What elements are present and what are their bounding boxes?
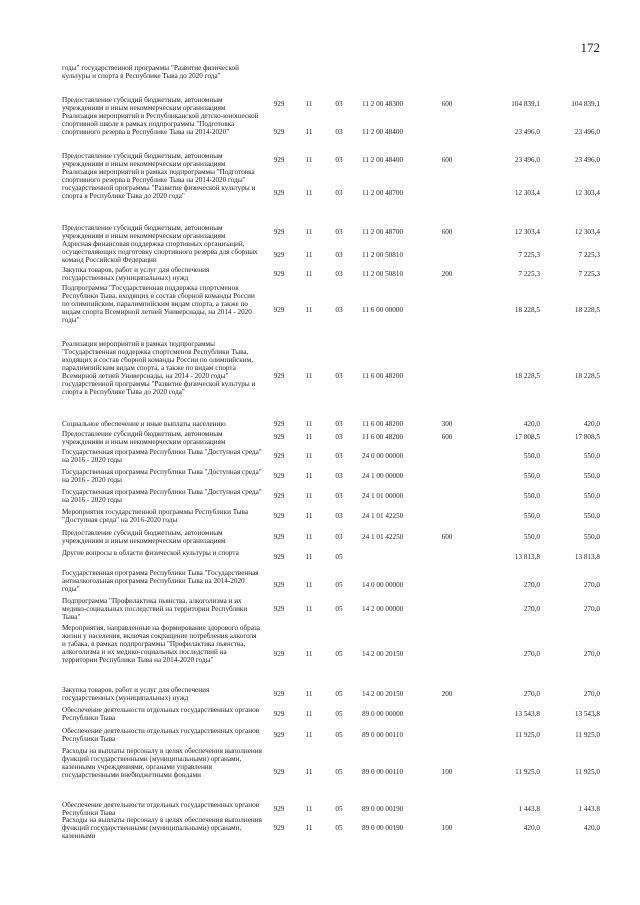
- row-rz: 11: [305, 650, 313, 658]
- row-rz: 11: [305, 768, 313, 776]
- row-name: Подпрограмма "Профилактика пьянства, алкоголизма и их медико-социальных последствий на территории Республики Тыва": [62, 597, 248, 621]
- row-sum-2: 23 496,0: [574, 156, 600, 164]
- row-sum-1: 270,0: [523, 581, 540, 589]
- row-sum-2: 11 925,0: [575, 731, 600, 739]
- row-ved: 929: [273, 433, 285, 441]
- row-pr: 03: [335, 306, 343, 314]
- row-rz: 11: [305, 270, 313, 278]
- row-name: Предоставление субсидий бюджетным, автономным учреждениям и иным некоммерческим организациям: [62, 430, 226, 446]
- row-sum-1: 270,0: [523, 605, 540, 613]
- row-sum-2: 420,0: [583, 420, 600, 428]
- row-ved: 929: [273, 512, 285, 520]
- row-sum-1: 270,0: [523, 650, 540, 658]
- row-csr: 24 0 00 00000: [362, 452, 404, 460]
- row-ved: 929: [273, 690, 285, 698]
- row-sum-1: 104 839,1: [511, 100, 540, 108]
- row-csr: 24 1 00 00000: [362, 472, 404, 480]
- row-sum-1: 11 925,0: [515, 768, 540, 776]
- row-pr: 03: [335, 100, 343, 108]
- row-csr: 89 0 00 00000: [362, 710, 404, 718]
- page-number: 172: [580, 40, 600, 55]
- row-pr: 05: [335, 805, 343, 813]
- row-rz: 11: [305, 731, 313, 739]
- row-rz: 11: [305, 306, 313, 314]
- row-name: годы" государственной программы "Развитие физической культуры и спорта в Республике Тыва до 2020 года": [62, 64, 239, 80]
- row-ved: 929: [273, 128, 285, 136]
- row-pr: 03: [335, 270, 343, 278]
- row-csr: 11 2 00 48700: [362, 189, 404, 197]
- row-sum-2: 550,0: [583, 452, 600, 460]
- row-ved: 929: [273, 533, 285, 541]
- row-rz: 11: [305, 189, 313, 197]
- row-ved: 929: [273, 492, 285, 500]
- row-name: Реализация мероприятий в рамках подпрограммы "Государственная поддержка спортсменов Республики Тыва, входящих в состав сборной команды России по олимпийским, паралимпийским видам спорта, а также по видам спорта Всемирной летней Универсиады, на 2014 - 2020 годы" государственной программы "Развитие физической культуры и спорта в Республике Тыва до 2020 года": [62, 340, 256, 396]
- row-rz: 11: [305, 805, 313, 813]
- row-rz: 11: [305, 251, 313, 259]
- row-ved: 929: [273, 452, 285, 460]
- row-csr: 24 1 01 42250: [362, 533, 404, 541]
- row-sum-1: 550,0: [523, 492, 540, 500]
- row-ved: 929: [273, 824, 285, 832]
- row-ved: 929: [273, 768, 285, 776]
- row-sum-2: 550,0: [583, 512, 600, 520]
- row-vr: 300: [441, 420, 453, 428]
- row-sum-1: 18 228,5: [514, 372, 540, 380]
- row-csr: 24 1 01 00000: [362, 492, 404, 500]
- row-sum-2: 270,0: [583, 690, 600, 698]
- row-sum-2: 550,0: [583, 472, 600, 480]
- row-ved: 929: [273, 420, 285, 428]
- row-sum-1: 7 225,3: [518, 251, 540, 259]
- row-rz: 11: [305, 472, 313, 480]
- row-vr: 200: [441, 690, 453, 698]
- row-ved: 929: [273, 372, 285, 380]
- row-rz: 11: [305, 128, 313, 136]
- row-csr: 11 2 00 50810: [362, 251, 404, 259]
- row-csr: 14 2 00 20150: [362, 650, 404, 658]
- row-vr: 100: [441, 824, 453, 832]
- row-pr: 03: [335, 251, 343, 259]
- row-ved: 929: [273, 270, 285, 278]
- row-pr: 03: [335, 420, 343, 428]
- row-sum-2: 12 303,4: [574, 189, 600, 197]
- row-sum-2: 550,0: [583, 533, 600, 541]
- row-sum-1: 13 813,8: [514, 553, 540, 561]
- row-ved: 929: [273, 306, 285, 314]
- row-pr: 05: [335, 768, 343, 776]
- row-csr: 14 0 00 00000: [362, 581, 404, 589]
- row-ved: 929: [273, 710, 285, 718]
- row-csr: 11 6 00 48200: [362, 420, 404, 428]
- row-ved: 929: [273, 581, 285, 589]
- row-rz: 11: [305, 605, 313, 613]
- row-rz: 11: [305, 433, 313, 441]
- row-rz: 11: [305, 512, 313, 520]
- row-rz: 11: [305, 452, 313, 460]
- row-name: Расходы на выплаты персоналу в целях обеспечения выполнения функций государственными (муниципальными) органами, казенными учреждениями, органами управления государственными внебюджетными фондами: [62, 747, 262, 779]
- row-sum-2: 420,0: [583, 824, 600, 832]
- row-sum-2: 7 225,3: [578, 251, 600, 259]
- row-pr: 03: [335, 533, 343, 541]
- row-pr: 03: [335, 492, 343, 500]
- row-vr: 600: [441, 156, 453, 164]
- row-sum-2: 17 808,5: [574, 433, 600, 441]
- row-sum-1: 12 303,4: [514, 228, 540, 236]
- row-name: Закупка товаров, работ и услуг для обеспечения государственных (муниципальных) нужд: [62, 686, 210, 702]
- row-name: Обеспечение деятельности отдельных государственных органов Республики Тыва: [62, 706, 260, 722]
- row-rz: 11: [305, 533, 313, 541]
- row-csr: 11 6 00 48200: [362, 372, 404, 380]
- row-name: Предоставление субсидий бюджетным, автономным учреждениям и иным некоммерческим организациям: [62, 152, 226, 168]
- row-pr: 03: [335, 372, 343, 380]
- row-csr: 11 2 00 48300: [362, 100, 404, 108]
- row-pr: 05: [335, 553, 343, 561]
- row-name: Расходы на выплаты персоналу в целях обеспечения выполнения функций государственными (муниципальными) органами, казенными: [62, 816, 262, 840]
- row-pr: 03: [335, 433, 343, 441]
- row-ved: 929: [273, 100, 285, 108]
- row-rz: 11: [305, 100, 313, 108]
- row-sum-1: 270,0: [523, 690, 540, 698]
- row-name: Предоставление субсидий бюджетным, автономным учреждениям и иным некоммерческим организациям: [62, 529, 226, 545]
- row-csr: 11 2 00 48400: [362, 128, 404, 136]
- row-csr: 14 2 00 00000: [362, 605, 404, 613]
- row-sum-1: 11 925,0: [515, 731, 540, 739]
- row-sum-1: 17 808,5: [514, 433, 540, 441]
- row-sum-2: 270,0: [583, 605, 600, 613]
- row-vr: 600: [441, 100, 453, 108]
- row-name: Мероприятия, направленные на формирование здорового образа жизни у населения, включая сокращение потребления алкоголя и табака, в рамках подпрограммы "Профилактика пьянства, алкоголизма и их медико-социальных последствий на территории Республики Тыва на 2014-2020 годы": [62, 624, 260, 664]
- row-vr: 600: [441, 228, 453, 236]
- row-pr: 05: [335, 650, 343, 658]
- row-pr: 03: [335, 472, 343, 480]
- row-ved: 929: [273, 156, 285, 164]
- row-csr: 89 0 00 00190: [362, 805, 404, 813]
- row-sum-1: 420,0: [523, 824, 540, 832]
- row-name: Реализация мероприятий в Республиканской детско-юношеской спортивной школе в рамках подпрограммы "Подготовка спортивного резерва в Республике Тыва на 2014-2020": [62, 112, 259, 136]
- row-pr: 03: [335, 512, 343, 520]
- row-csr: 11 6 00 48200: [362, 433, 404, 441]
- row-ved: 929: [273, 251, 285, 259]
- row-sum-2: 18 228,5: [574, 372, 600, 380]
- row-vr: 200: [441, 270, 453, 278]
- row-ved: 929: [273, 189, 285, 197]
- row-rz: 11: [305, 228, 313, 236]
- row-sum-1: 420,0: [523, 420, 540, 428]
- row-sum-1: 23 496,0: [514, 128, 540, 136]
- row-name: Предоставление субсидий бюджетным, автономным учреждениям и иным некоммерческим организациям: [62, 96, 226, 112]
- row-csr: 24 1 01 42250: [362, 512, 404, 520]
- row-sum-2: 12 303,4: [574, 228, 600, 236]
- row-name: Реализация мероприятий в рамках подпрограммы "Подготовка спортивного резерва в Республике Тыва на 2014-2020 годы" государственной программы "Развитие физической культуры и спорта в Республике Тыва до 2020 года": [62, 168, 256, 200]
- row-rz: 11: [305, 710, 313, 718]
- row-sum-2: 1 443,8: [578, 805, 600, 813]
- row-pr: 03: [335, 189, 343, 197]
- row-name: Обеспечение деятельности отдельных государственных органов Республики Тыва: [62, 727, 260, 743]
- row-name: Государственная программа Республики Тыва "Доступная среда" на 2016 - 2020 годы: [62, 448, 262, 464]
- row-vr: 100: [441, 768, 453, 776]
- row-pr: 05: [335, 824, 343, 832]
- row-ved: 929: [273, 650, 285, 658]
- row-name: Адресная финансовая поддержка спортивных организаций, осуществляющих подготовку спортивного резерва для сборных команд Российской Федерации: [62, 240, 258, 264]
- row-ved: 929: [273, 731, 285, 739]
- row-name: Другие вопросы в области физической культуры и спорта: [62, 549, 239, 557]
- row-ved: 929: [273, 472, 285, 480]
- row-name: Государственная программа Республики Тыва "Доступная среда" на 2016 - 2020 годы: [62, 468, 262, 484]
- row-ved: 929: [273, 228, 285, 236]
- row-pr: 05: [335, 731, 343, 739]
- row-rz: 11: [305, 581, 313, 589]
- row-pr: 03: [335, 128, 343, 136]
- row-sum-2: 270,0: [583, 650, 600, 658]
- row-name: Государственная программа Республики Тыва "Доступная среда" на 2016 - 2020 годы: [62, 488, 262, 504]
- row-sum-1: 7 225,3: [518, 270, 540, 278]
- row-rz: 11: [305, 492, 313, 500]
- row-pr: 05: [335, 581, 343, 589]
- row-vr: 600: [441, 433, 453, 441]
- row-rz: 11: [305, 372, 313, 380]
- row-rz: 11: [305, 420, 313, 428]
- row-name: Обеспечение деятельности отдельных государственных органов Республики Тыва: [62, 801, 260, 817]
- row-name: Социальное обеспечение и иные выплаты населению: [62, 420, 226, 428]
- row-sum-2: 13 813,8: [574, 553, 600, 561]
- row-csr: 89 0 00 00110: [362, 731, 404, 739]
- row-rz: 11: [305, 690, 313, 698]
- row-sum-1: 550,0: [523, 512, 540, 520]
- row-name: Предоставление субсидий бюджетным, автономным учреждениям и иным некоммерческим организациям: [62, 224, 226, 240]
- row-sum-2: 270,0: [583, 581, 600, 589]
- row-sum-1: 550,0: [523, 452, 540, 460]
- row-csr: 14 2 00 20150: [362, 690, 404, 698]
- row-sum-1: 550,0: [523, 533, 540, 541]
- row-pr: 03: [335, 228, 343, 236]
- row-csr: 11 2 00 48400: [362, 156, 404, 164]
- row-sum-2: 11 925,0: [575, 768, 600, 776]
- row-pr: 05: [335, 710, 343, 718]
- row-sum-1: 23 496,0: [514, 156, 540, 164]
- row-sum-2: 13 543,8: [574, 710, 600, 718]
- row-ved: 929: [273, 805, 285, 813]
- row-csr: 11 2 00 48700: [362, 228, 404, 236]
- row-ved: 929: [273, 605, 285, 613]
- row-sum-2: 23 496,0: [574, 128, 600, 136]
- row-sum-2: 18 228,5: [574, 306, 600, 314]
- row-pr: 05: [335, 690, 343, 698]
- row-csr: 11 6 00 00000: [362, 306, 404, 314]
- row-csr: 89 0 00 00110: [362, 768, 404, 776]
- row-name: Государственная программа Республики Тыва "Государственная антиалкогольная программа Республики Тыва на 2014-2020 годы": [62, 569, 259, 593]
- row-rz: 11: [305, 553, 313, 561]
- row-pr: 03: [335, 156, 343, 164]
- row-sum-2: 7 225,3: [578, 270, 600, 278]
- row-rz: 11: [305, 824, 313, 832]
- row-sum-2: 550,0: [583, 492, 600, 500]
- row-pr: 05: [335, 605, 343, 613]
- row-pr: 03: [335, 452, 343, 460]
- row-sum-1: 18 228,5: [514, 306, 540, 314]
- row-ved: 929: [273, 553, 285, 561]
- row-csr: 89 0 00 00190: [362, 824, 404, 832]
- row-name: Подпрограмма "Государственная поддержка спортсменов Республики Тыва, входящих в состав сборной команды России по олимпийским, паралимпийским видам спорта, а также по видам спорта Всемирной летней Универсиады, на 2014 - 2020 годы": [62, 284, 255, 324]
- row-name: Мероприятия государственной программы Республики Тыва "Доступная среда" на 2016-2020 годы: [62, 508, 249, 524]
- row-vr: 600: [441, 533, 453, 541]
- row-sum-1: 12 303,4: [514, 189, 540, 197]
- row-sum-2: 104 839,1: [571, 100, 600, 108]
- row-sum-1: 1 443,8: [518, 805, 540, 813]
- row-sum-1: 550,0: [523, 472, 540, 480]
- row-rz: 11: [305, 156, 313, 164]
- row-csr: 11 2 00 50810: [362, 270, 404, 278]
- row-sum-1: 13 543,8: [514, 710, 540, 718]
- row-name: Закупка товаров, работ и услуг для обеспечения государственных (муниципальных) нужд: [62, 266, 210, 282]
